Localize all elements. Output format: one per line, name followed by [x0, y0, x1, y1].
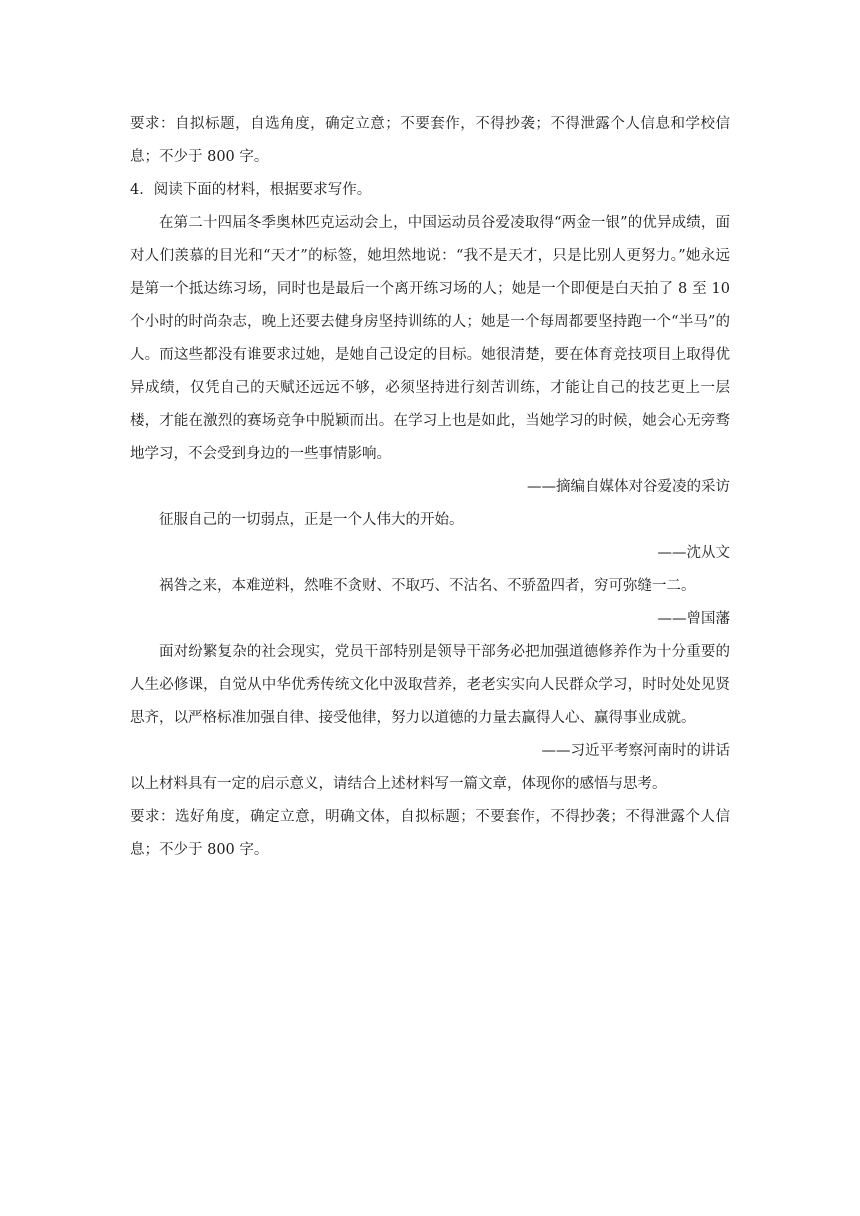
- material-4-text: 面对纷繁复杂的社会现实，党员干部特别是领导干部务必把加强道德修养作为十分重要的人生必修课，自觉从中华优秀传统文化中汲取营养，老老实实向人民群众学习，时时处处见贤思齐，以严格标准加强自律、接受他律，努力以道德的力量去赢得人心、赢得事业成就。: [130, 644, 730, 726]
- material-2-text: 征服自己的一切弱点，正是一个人伟大的开始。: [159, 512, 464, 528]
- previous-requirement-text: [130, 108, 730, 174]
- page-content: [130, 108, 730, 867]
- material-3-text: 祸咎之来，本难逆料，然唯不贪财、不取巧、不沽名、不骄盈四者，穷可弥缝一二。: [159, 578, 696, 594]
- material-4-source: ——习近平考察河南时的讲话: [541, 743, 730, 759]
- previous-requirement-line1: 要求：自拟标题，自选角度，确定立意；不要套作，不得抄袭；不得泄露个人信息和学校信: [130, 116, 730, 132]
- material-3-source: ——曾国藩: [657, 611, 730, 627]
- previous-requirement-line2: 息；不少于 800 字。: [130, 149, 269, 165]
- question-title: 4．阅读下面的材料，根据要求写作。: [130, 182, 372, 198]
- writing-requirement: 要求：选好角度，确定立意，明确文体，自拟标题；不要套作，不得抄袭；不得泄露个人信息；不少于 800 字。: [130, 809, 730, 858]
- question-4: [130, 174, 730, 867]
- material-1-source: ——摘编自媒体对谷爱凌的采访: [527, 479, 730, 495]
- previous-requirement: [130, 108, 730, 174]
- material-1-text: 在第二十四届冬季奥林匹克运动会上，中国运动员谷爱凌取得“两金一银”的优异成绩，面对人们羡慕的目光和“天才”的标签，她坦然地说：“我不是天才，只是比别人更努力。”她永远是第一个抵达练习场，同时也是最后一个离开练习场的人；她是一个即便是白天拍了 8 至 10 个小时的时尚杂志，晚上还要去健身房坚持训练的人；她是一个每周都要坚持跑一个“半马”的人。而这些都没有谁要求过她，是她自己设定的目标。她很清楚，要在体育竞技项目上取得优异成绩，仅凭自己的天赋还远远不够，必须坚持进行刻苦训练，才能让自己的技艺更上一层楼，才能在激烈的赛场竞争中脱颖而出。在学习上也是如此，当她学习的时候，她会心无旁骛地学习，不会受到身边的一些事情影响。: [130, 215, 730, 462]
- material-2-source: ——沈从文: [657, 545, 730, 561]
- writing-prompt: 以上材料具有一定的启示意义，请结合上述材料写一篇文章，体现你的感悟与思考。: [130, 776, 667, 792]
